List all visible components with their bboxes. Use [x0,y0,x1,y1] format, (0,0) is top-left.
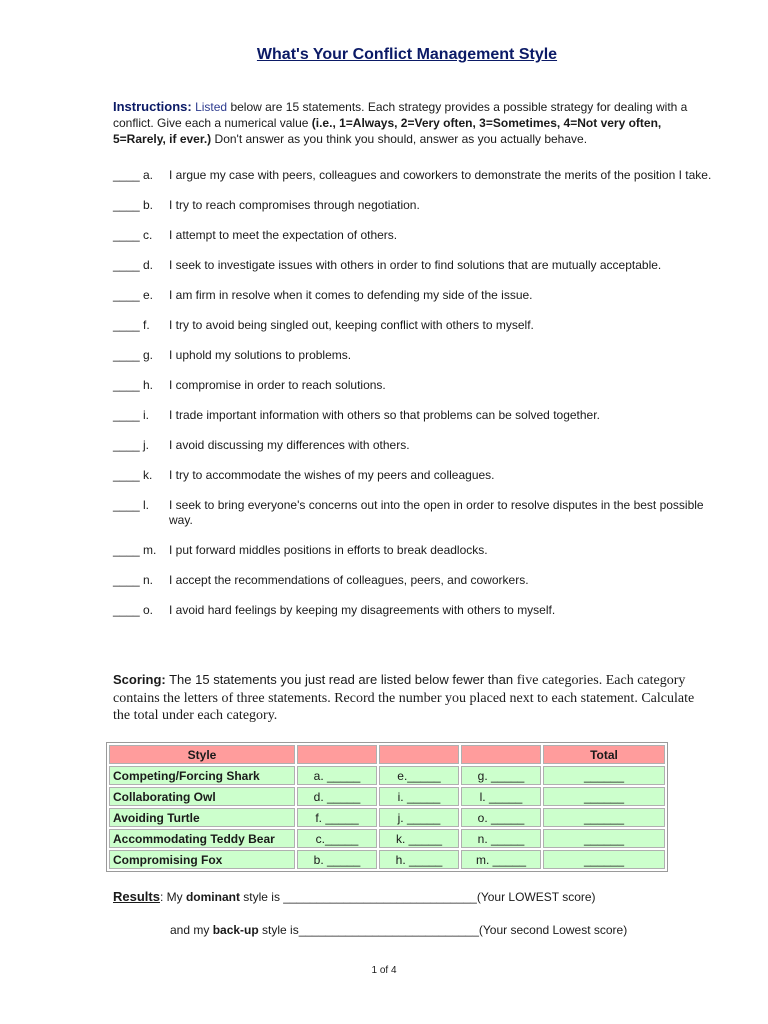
scoring-paragraph [113,671,713,725]
statement-item [113,198,713,213]
total-cell[interactable]: ______ [543,850,665,869]
score-cell[interactable]: c._____ [297,829,377,848]
page-number: 1 of 4 [371,965,397,976]
statement-answer-blank[interactable]: ____ [113,378,140,392]
statement-answer-blank[interactable]: ____ [113,198,140,212]
statement-item [113,573,713,588]
statement-item [113,348,713,363]
score-cell[interactable]: d. _____ [297,787,377,806]
statement-answer-blank[interactable]: ____ [113,288,140,302]
statement-answer-blank[interactable]: ____ [113,468,140,482]
statement-text: I seek to bring everyone's concerns out into the open in order to resolve disputes in the best possible way. [169,498,704,527]
statement-text: I avoid hard feelings by keeping my disagreements with others to myself. [169,603,556,617]
score-cell[interactable]: a. _____ [297,766,377,785]
statement-letter: m. [143,543,157,557]
scoring-text-serif: five categories. Each category contains the letters of three statements. Record the number you placed next to each statement. Calculate the total under each category. [113,673,695,723]
scoring-table [106,742,668,872]
statement-text: I am firm in resolve when it comes to defending my side of the issue. [169,288,533,302]
scoring-text-sans: The 15 statements you just read are listed below fewer than [165,672,517,687]
style-name-cell: Collaborating Owl [109,787,295,806]
results-dominant-line [113,889,596,904]
statement-item [113,438,713,453]
score-cell[interactable]: h. _____ [379,850,459,869]
scoring-table-row [109,766,665,785]
statement-letter: c. [143,228,153,242]
total-cell[interactable]: ______ [543,787,665,806]
statement-answer-blank[interactable]: ____ [113,348,140,362]
scoring-table-row [109,829,665,848]
instructions-text: below are 15 statements. Each strategy provides a possible strategy for dealing with a conflict. Give each a numerical value [113,100,688,130]
statement-letter: g. [143,348,154,362]
header-col-3 [461,745,541,764]
page-title: What's Your Conflict Management Style [256,46,558,63]
statement-text: I put forward middles positions in efforts to break deadlocks. [169,543,488,557]
results-backup-word: back-up [212,923,259,937]
score-cell[interactable]: i. _____ [379,787,459,806]
instructions-text-end: Don't answer as you think you should, answer as you actually behave. [211,132,588,146]
statement-answer-blank[interactable]: ____ [113,498,140,512]
score-cell[interactable]: e._____ [379,766,459,785]
statement-letter: j. [143,438,149,452]
instructions-listed-word: Listed [195,100,228,114]
statement-answer-blank[interactable]: ____ [113,318,140,332]
score-cell[interactable]: n. _____ [461,829,541,848]
statement-answer-blank[interactable]: ____ [113,168,140,182]
total-cell[interactable]: ______ [543,766,665,785]
score-cell[interactable]: j. _____ [379,808,459,827]
scoring-table-row [109,808,665,827]
statement-text: I trade important information with others so that problems can be solved together. [169,408,600,422]
statement-answer-blank[interactable]: ____ [113,603,140,617]
statement-item [113,378,713,393]
total-cell[interactable]: ______ [543,829,665,848]
statement-item [113,468,713,483]
statement-letter: l. [143,498,149,512]
scoring-table-row [109,850,665,869]
statement-item [113,288,713,303]
results-dominant-blank[interactable]: style is _____________________________(Your LOWEST score) [239,890,596,904]
style-name-cell: Avoiding Turtle [109,808,295,827]
statement-item [113,603,713,618]
style-name-cell: Competing/Forcing Shark [109,766,295,785]
statement-letter: n. [143,573,154,587]
statement-item [113,228,713,243]
statement-text: I argue my case with peers, colleagues and coworkers to demonstrate the merits of the position I take. [169,168,712,182]
statement-letter: k. [143,468,153,482]
results-backup-blank[interactable]: style is___________________________(Your second Lowest score) [258,923,628,937]
statement-answer-blank[interactable]: ____ [113,573,140,587]
score-cell[interactable]: o. _____ [461,808,541,827]
results-backup-line [170,923,627,937]
score-cell[interactable]: l. _____ [461,787,541,806]
header-col-2 [379,745,459,764]
score-cell[interactable]: k. _____ [379,829,459,848]
statement-letter: f. [143,318,150,332]
scoring-table-header-row [109,745,665,764]
scoring-table-row [109,787,665,806]
statement-item [113,543,713,558]
statement-answer-blank[interactable]: ____ [113,228,140,242]
statement-answer-blank[interactable]: ____ [113,543,140,557]
statement-text: I try to reach compromises through negotiation. [169,198,420,212]
header-total: Total [543,745,665,764]
statement-letter: i. [143,408,149,422]
header-col-1 [297,745,377,764]
style-name-cell: Compromising Fox [109,850,295,869]
statement-item [113,318,713,333]
statement-text: I try to accommodate the wishes of my peers and colleagues. [169,468,495,482]
style-name-cell: Accommodating Teddy Bear [109,829,295,848]
statement-text: I seek to investigate issues with others in order to find solutions that are mutually acceptable. [169,258,662,272]
statement-text: I uphold my solutions to problems. [169,348,352,362]
instructions-lead: Instructions: [113,99,192,114]
statement-answer-blank[interactable]: ____ [113,408,140,422]
statement-answer-blank[interactable]: ____ [113,258,140,272]
statement-item [113,498,713,528]
scoring-lead: Scoring: [113,672,166,687]
score-cell[interactable]: g. _____ [461,766,541,785]
total-cell[interactable]: ______ [543,808,665,827]
score-cell[interactable]: m. _____ [461,850,541,869]
statement-letter: h. [143,378,154,392]
statement-item [113,168,713,183]
results-dominant-word: dominant [185,890,240,904]
score-cell[interactable]: f. _____ [297,808,377,827]
statement-text: I avoid discussing my differences with others. [169,438,410,452]
header-style: Style [109,745,295,764]
statement-text: I attempt to meet the expectation of others. [169,228,398,242]
statement-text: I compromise in order to reach solutions. [169,378,386,392]
instructions-scale: (i.e., 1=Always, 2=Very often, 3=Sometimes, 4=Not very often, 5=Rarely, if ever.) [113,116,662,146]
statement-text: I accept the recommendations of colleagues, peers, and coworkers. [169,573,529,587]
statement-letter: o. [143,603,154,617]
statement-item [113,408,713,423]
instructions-paragraph [113,99,708,147]
statement-letter: b. [143,198,154,212]
statement-text: I try to avoid being singled out, keeping conflict with others to myself. [169,318,534,332]
statement-letter: a. [143,168,154,182]
statement-letter: d. [143,258,154,272]
results-lead: Results [113,889,160,904]
statement-item [113,258,713,273]
statement-answer-blank[interactable]: ____ [113,438,140,452]
statement-list [113,168,713,633]
score-cell[interactable]: b. _____ [297,850,377,869]
results-colon: : My [159,890,186,904]
results-and-my: and my [170,923,213,937]
statement-letter: e. [143,288,154,302]
